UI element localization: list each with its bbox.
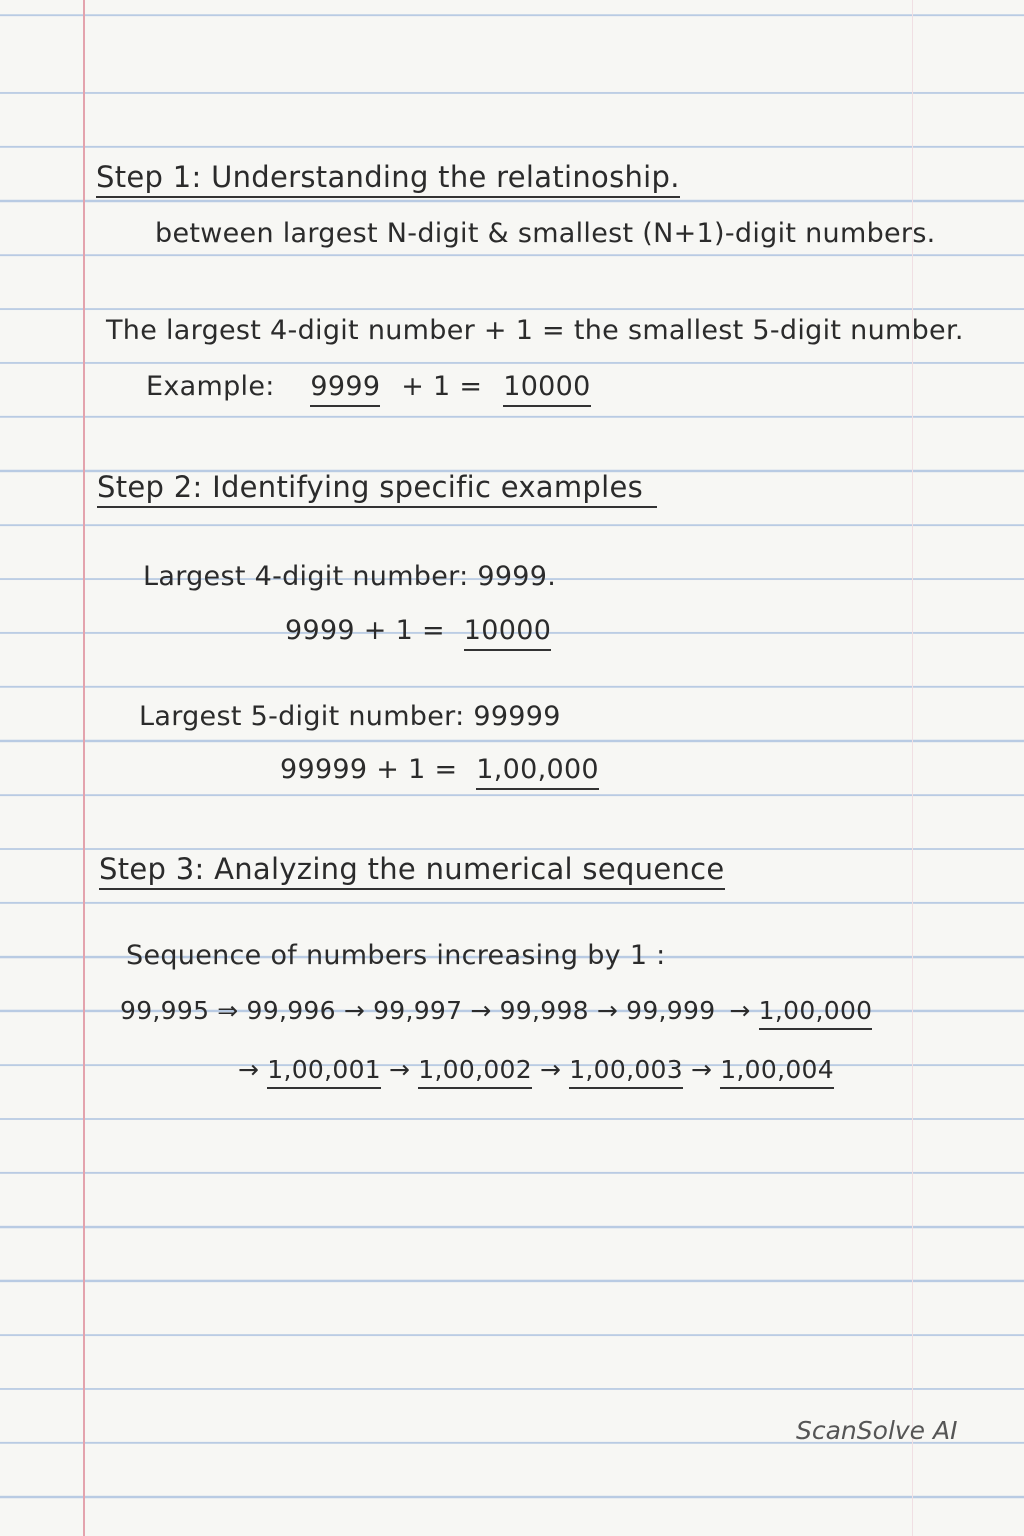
step2-heading — [97, 470, 657, 504]
arrow-right-icon: → — [343, 996, 366, 1025]
arrow-right-icon: → — [388, 1055, 411, 1084]
arrow-right-icon: → — [539, 1055, 562, 1084]
sequence-number-underlined: 1,00,004 — [720, 1055, 834, 1089]
double-arrow-icon: ⇒ — [217, 996, 239, 1025]
ex1-equation-left: 9999 + 1 = — [285, 615, 445, 646]
sequence-number-underlined: 1,00,002 — [418, 1055, 532, 1089]
arrow-right-icon: → — [729, 996, 751, 1025]
step2-heading-text: Step 2: Identifying specific examples — [97, 470, 657, 508]
scansolve-watermark: ScanSolve AI — [796, 1416, 958, 1445]
step3-intro: Sequence of numbers increasing by 1 : — [126, 940, 666, 971]
sequence-number: 99,997 — [373, 996, 463, 1025]
example-value-a: 9999 — [310, 371, 380, 407]
step2-example1-equation — [285, 615, 551, 651]
step1-statement: The largest 4-digit number + 1 = the smallest 5-digit number. — [106, 315, 964, 346]
sequence-number-underlined: 1,00,000 — [759, 996, 873, 1030]
arrow-right-icon: → — [470, 996, 492, 1025]
step3-heading — [99, 852, 725, 886]
sequence-number-underlined: 1,00,001 — [267, 1055, 381, 1089]
example-operator: + 1 = — [401, 371, 483, 402]
ex1-equation-result: 10000 — [464, 615, 551, 651]
step1-heading-text: Step 1: Understanding the relatinoship. — [96, 160, 680, 198]
sequence-row-2 — [238, 1055, 834, 1089]
example-label: Example: — [146, 371, 275, 402]
step1-heading — [96, 160, 680, 194]
notebook-margin-line — [83, 0, 85, 1536]
example-value-b: 10000 — [503, 371, 590, 407]
arrow-right-icon: → — [690, 1055, 713, 1084]
ex2-equation-left: 99999 + 1 = — [280, 754, 458, 785]
step1-example — [146, 371, 591, 407]
arrow-right-icon: → — [596, 996, 619, 1025]
sequence-number: 99,996 — [246, 996, 336, 1025]
step2-example2-equation — [280, 754, 599, 790]
step2-example1-label: Largest 4-digit number: 9999. — [143, 561, 557, 592]
sequence-row-1 — [120, 996, 872, 1030]
sequence-number-underlined: 1,00,003 — [569, 1055, 683, 1089]
ex2-equation-result: 1,00,000 — [476, 754, 599, 790]
sequence-number: 99,998 — [499, 996, 589, 1025]
step2-example2-label: Largest 5-digit number: 99999 — [139, 701, 561, 732]
sequence-number: 99,999 — [626, 996, 716, 1025]
arrow-right-icon: → — [238, 1055, 260, 1084]
step1-subheading: between largest N-digit & smallest (N+1)-digit numbers. — [155, 218, 936, 249]
sequence-number: 99,995 — [120, 996, 210, 1025]
step3-heading-text: Step 3: Analyzing the numerical sequence — [99, 852, 725, 890]
